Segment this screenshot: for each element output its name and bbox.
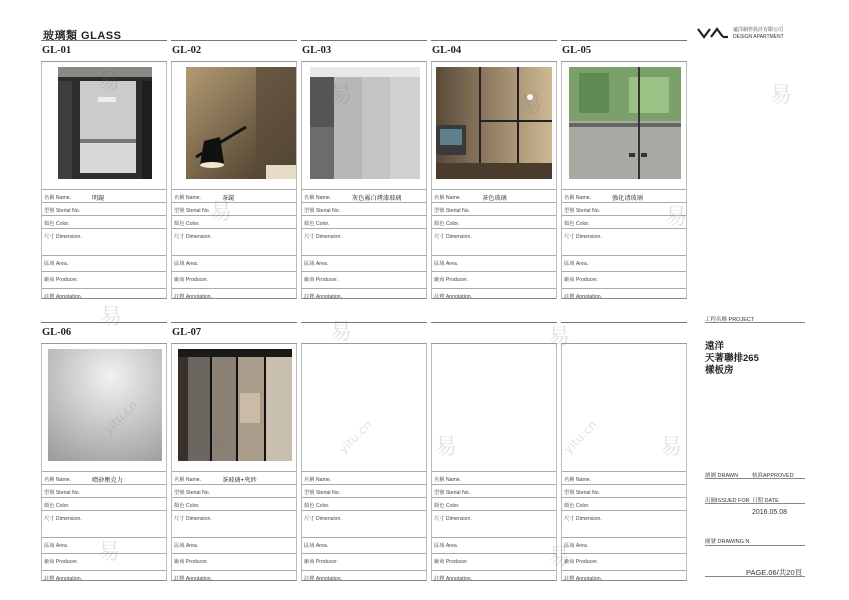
material-photo (318, 67, 412, 179)
spec-label: 型號 Sterial No. (434, 208, 471, 214)
watermark-glyph: 易 (770, 83, 793, 108)
spec-label: 廠商 Producer. (174, 559, 209, 565)
spec-label: 顏色 Color. (564, 221, 590, 227)
watermark-glyph: 易 (435, 435, 458, 460)
spec-label: 尺寸 Dimension. (304, 234, 342, 240)
spec-row (172, 288, 296, 302)
spec-row (172, 497, 296, 511)
card-spec-rows (301, 467, 427, 581)
material-card (561, 322, 687, 581)
spec-row (562, 553, 686, 567)
spec-label: 顏色 Color. (434, 503, 460, 509)
spec-label: 型號 Sterial No. (434, 490, 471, 496)
material-name: 強化清玻璃 (612, 195, 643, 202)
spec-row (42, 255, 166, 269)
company-logo (697, 27, 787, 41)
spec-label: 註釋 Annotation. (434, 576, 473, 582)
spec-label: 區域 Area. (174, 261, 199, 267)
card-header (561, 322, 687, 344)
spec-row (562, 497, 686, 511)
watermark-glyph: 易 (520, 93, 543, 118)
material-photo (448, 67, 542, 179)
spec-row (302, 215, 426, 229)
card-header (41, 322, 167, 344)
spec-row (42, 189, 166, 203)
spec-label: 註釋 Annotation. (174, 294, 213, 300)
drawing-divider (705, 545, 805, 546)
card-photo (561, 344, 687, 467)
spec-label: 尺寸 Dimension. (304, 516, 342, 522)
spec-label: 廠商 Producer. (304, 559, 339, 565)
spec-row (302, 228, 426, 242)
material-card (171, 322, 297, 581)
drawing-label: 圖號 DRAWING N (705, 539, 750, 545)
material-photo (188, 349, 282, 461)
card-spec-rows (171, 185, 297, 299)
spec-row (432, 570, 556, 584)
spec-row (302, 471, 426, 485)
project-line-2: 天著聯排265 (705, 353, 759, 364)
project-name (705, 341, 759, 377)
spec-row (42, 484, 166, 498)
spec-row (42, 537, 166, 551)
material-card (301, 322, 427, 581)
spec-row (432, 215, 556, 229)
spec-row (302, 510, 426, 524)
card-photo (301, 344, 427, 467)
spec-row (172, 471, 296, 485)
watermark-glyph: 易 (98, 70, 121, 95)
spec-label: 型號 Sterial No. (44, 490, 81, 496)
logo-company-cn: 遠洋制作設計有限公司 (733, 27, 784, 33)
spec-row (172, 228, 296, 242)
spec-row (42, 288, 166, 302)
spec-row (172, 189, 296, 203)
card-spec-rows (561, 467, 687, 581)
spec-label: 名稱 Name. (304, 477, 332, 483)
spec-row (562, 510, 686, 524)
spec-label: 型號 Sterial No. (44, 208, 81, 214)
spec-label: 廠商 Producer. (44, 559, 79, 565)
spec-label: 區域 Area. (304, 261, 329, 267)
spec-label: 顏色 Color. (44, 221, 70, 227)
logo-mark-icon (697, 27, 729, 39)
spec-label: 廠商 Producer. (44, 277, 79, 283)
spec-row (42, 202, 166, 216)
card-photo (41, 344, 167, 467)
watermark-site: yitu.cn (561, 417, 600, 457)
watermark-glyph: 易 (665, 205, 688, 230)
project-label: 工程名稱 PROJECT (705, 317, 755, 323)
card-spec-rows (561, 185, 687, 299)
spec-label: 區域 Area. (564, 543, 589, 549)
spec-label: 型號 Sterial No. (304, 490, 341, 496)
spec-label: 尺寸 Dimension. (174, 234, 212, 240)
spec-row (432, 288, 556, 302)
spec-row (172, 202, 296, 216)
date-value: 2016.05.08 (752, 509, 788, 516)
watermark-glyph: 易 (330, 320, 353, 345)
project-line-1: 遠洋 (705, 341, 725, 352)
card-header (431, 40, 557, 62)
spec-row (562, 271, 686, 285)
card-header (171, 322, 297, 344)
spec-label: 名稱 Name. (44, 195, 72, 201)
spec-label: 廠商 Producer. (434, 277, 469, 283)
spec-row (302, 255, 426, 269)
spec-label: 型號 Sterial No. (304, 208, 341, 214)
spec-label: 型號 Sterial No. (564, 490, 601, 496)
card-spec-rows (41, 185, 167, 299)
spec-row (172, 215, 296, 229)
material-name: 灰色霧白烤漆玻璃 (352, 195, 402, 202)
material-card (561, 40, 687, 299)
spec-row (562, 471, 686, 485)
material-card (41, 322, 167, 581)
spec-row (42, 497, 166, 511)
watermark-site: yitu.cn (336, 417, 375, 457)
spec-label: 尺寸 Dimension. (434, 234, 472, 240)
spec-row (562, 288, 686, 302)
logo-company-en: DESIGN APARTMENT (733, 34, 784, 40)
spec-row (172, 510, 296, 524)
spec-label: 尺寸 Dimension. (564, 516, 602, 522)
watermark-site: yitu.cn (216, 67, 255, 107)
card-header (171, 40, 297, 62)
card-photo (561, 62, 687, 185)
spec-label: 名稱 Name. (304, 195, 332, 201)
spec-label: 註釋 Annotation. (44, 576, 83, 582)
material-name: 茶色玻璃 (482, 195, 507, 202)
spec-row (432, 553, 556, 567)
spec-row (42, 471, 166, 485)
spec-label: 區域 Area. (434, 543, 459, 549)
card-header (431, 322, 557, 344)
spec-row (302, 570, 426, 584)
spec-row (42, 553, 166, 567)
material-name: 明鏡 (92, 195, 105, 202)
spec-label: 名稱 Name. (434, 477, 462, 483)
spec-row (302, 288, 426, 302)
date-label: 日期 DATE (752, 498, 779, 504)
spec-label: 註釋 Annotation. (434, 294, 473, 300)
card-header (41, 40, 167, 62)
spec-label: 區域 Area. (174, 543, 199, 549)
card-header (561, 40, 687, 62)
spec-label: 型號 Sterial No. (564, 208, 601, 214)
watermark-glyph: 易 (330, 83, 353, 108)
spec-label: 名稱 Name. (174, 477, 202, 483)
card-code: GL-01 (42, 45, 72, 56)
spec-label: 區域 Area. (564, 261, 589, 267)
spec-row (432, 471, 556, 485)
spec-label: 名稱 Name. (564, 195, 592, 201)
spec-row (302, 271, 426, 285)
spec-label: 廠商 Producer. (564, 277, 599, 283)
spec-label: 註釋 Annotation. (564, 294, 603, 300)
spec-row (562, 537, 686, 551)
material-card (431, 40, 557, 299)
spec-row (172, 484, 296, 498)
spec-label: 顏色 Color. (44, 503, 70, 509)
spec-label: 註釋 Annotation. (304, 576, 343, 582)
card-code: GL-03 (302, 45, 332, 56)
spec-row (302, 484, 426, 498)
card-photo (171, 62, 297, 185)
page-number: PAGE.06/共20頁 (746, 568, 803, 577)
card-code: GL-02 (172, 45, 202, 56)
spec-label: 名稱 Name. (564, 477, 592, 483)
watermark-glyph: 易 (98, 540, 121, 565)
card-header (301, 40, 427, 62)
card-spec-rows (171, 467, 297, 581)
spec-row (432, 228, 556, 242)
spec-row (562, 228, 686, 242)
watermark-glyph: 易 (548, 545, 571, 570)
card-code: GL-06 (42, 327, 72, 338)
spec-label: 註釋 Annotation. (564, 576, 603, 582)
card-spec-rows (41, 467, 167, 581)
spec-label: 區域 Area. (44, 261, 69, 267)
issued-label: 出圖ISSUED FOR (705, 498, 750, 504)
spec-row (42, 570, 166, 584)
card-photo (41, 62, 167, 185)
spec-row (432, 537, 556, 551)
card-spec-rows (431, 467, 557, 581)
spec-row (432, 497, 556, 511)
spec-row (42, 271, 166, 285)
spec-label: 顏色 Color. (564, 503, 590, 509)
watermark-glyph: 易 (210, 200, 233, 225)
spec-row (432, 255, 556, 269)
sheet-title: 玻璃類 GLASS (43, 30, 122, 42)
card-photo (431, 344, 557, 467)
spec-label: 廠商 Producer. (174, 277, 209, 283)
watermark-glyph: 易 (100, 305, 123, 330)
spec-label: 廠商 Producer. (564, 559, 599, 565)
spec-label: 顏色 Color. (434, 221, 460, 227)
material-card (431, 322, 557, 581)
spec-label: 名稱 Name. (174, 195, 202, 201)
card-spec-rows (431, 185, 557, 299)
spec-row (172, 255, 296, 269)
spec-label: 顏色 Color. (174, 221, 200, 227)
spec-label: 尺寸 Dimension. (174, 516, 212, 522)
spec-label: 尺寸 Dimension. (434, 516, 472, 522)
spec-label: 名稱 Name. (44, 477, 72, 483)
drawn-label: 繪圖 DRAWN (705, 473, 739, 479)
spec-label: 名稱 Name. (434, 195, 462, 201)
spec-label: 型號 Sterial No. (174, 208, 211, 214)
spec-label: 註釋 Annotation. (174, 576, 213, 582)
card-code: GL-07 (172, 327, 202, 338)
material-name: 茶玻璃+夾紗 (222, 477, 257, 484)
spec-row (302, 202, 426, 216)
spec-row (432, 510, 556, 524)
spec-label: 區域 Area. (434, 261, 459, 267)
spec-row (432, 202, 556, 216)
card-header (301, 322, 427, 344)
material-photo (58, 67, 152, 179)
spec-row (172, 537, 296, 551)
card-code: GL-04 (432, 45, 462, 56)
material-card (41, 40, 167, 299)
spec-row (562, 255, 686, 269)
watermark-site: yitu.cn (101, 397, 140, 437)
spec-row (42, 510, 166, 524)
spec-row (302, 189, 426, 203)
watermark-glyph: 易 (548, 325, 571, 350)
spec-row (172, 570, 296, 584)
spec-label: 顏色 Color. (304, 221, 330, 227)
spec-row (432, 271, 556, 285)
spec-label: 區域 Area. (304, 543, 329, 549)
spec-row (432, 484, 556, 498)
spec-row (562, 484, 686, 498)
spec-label: 廠商 Producer. (304, 277, 339, 283)
card-photo (431, 62, 557, 185)
spec-row (562, 202, 686, 216)
spec-label: 區域 Area. (44, 543, 69, 549)
spec-label: 尺寸 Dimension. (44, 234, 82, 240)
spec-row (432, 189, 556, 203)
material-card (301, 40, 427, 299)
spec-label: 顏色 Color. (174, 503, 200, 509)
approved-label: 核准APPROVED (752, 473, 794, 479)
card-code: GL-05 (562, 45, 592, 56)
spec-row (562, 189, 686, 203)
spec-row (302, 537, 426, 551)
card-photo (301, 62, 427, 185)
spec-row (302, 497, 426, 511)
spec-row (302, 553, 426, 567)
card-photo (171, 344, 297, 467)
spec-label: 顏色 Color. (304, 503, 330, 509)
project-line-3: 樣板房 (705, 365, 734, 376)
watermark-glyph: 易 (660, 435, 683, 460)
watermark-glyph: 易 (210, 430, 233, 455)
spec-row (172, 271, 296, 285)
material-card (171, 40, 297, 299)
spec-row (562, 570, 686, 584)
spec-row (42, 215, 166, 229)
spec-row (562, 215, 686, 229)
material-photo (58, 349, 152, 461)
spec-label: 尺寸 Dimension. (44, 516, 82, 522)
spec-label: 型號 Sterial No. (174, 490, 211, 496)
material-photo (578, 67, 672, 179)
material-name: 茶鏡 (222, 195, 235, 202)
spec-label: 尺寸 Dimension. (564, 234, 602, 240)
spec-label: 註釋 Annotation. (304, 294, 343, 300)
spec-row (172, 553, 296, 567)
material-photo (188, 67, 282, 179)
spec-row (42, 228, 166, 242)
spec-label: 廠商 Producer. (434, 559, 469, 565)
card-spec-rows (301, 185, 427, 299)
material-name: 噴砂壓克力 (92, 477, 123, 484)
spec-label: 註釋 Annotation. (44, 294, 83, 300)
